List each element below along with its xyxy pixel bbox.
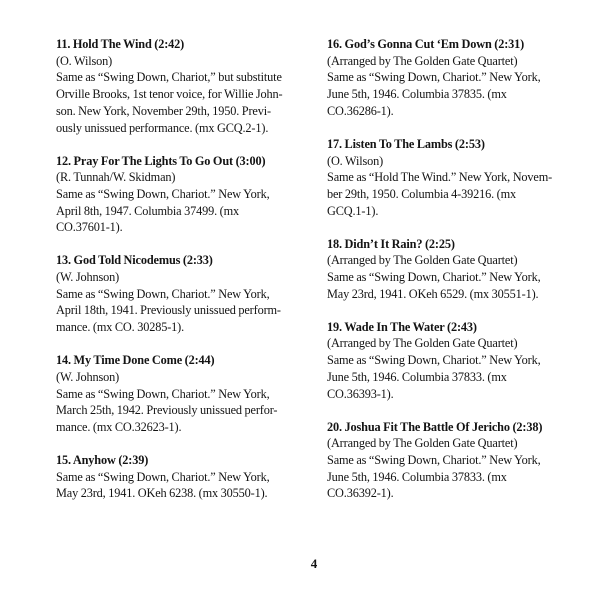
track-line: mance. (mx CO. 30285-1).: [56, 320, 185, 335]
track-line: (Arranged by The Golden Gate Quartet): [327, 53, 518, 68]
track-line: (O. Wilson): [327, 153, 384, 168]
track-line: Same as “Swing Down, Chariot.” New York,: [327, 270, 541, 285]
track-line: (Arranged by The Golden Gate Quartet): [327, 336, 518, 351]
track-line: June 5th, 1946. Columbia 37833. (mx: [327, 369, 507, 384]
track-line: June 5th, 1946. Columbia 37833. (mx: [327, 469, 507, 484]
track-line: mance. (mx CO.32623-1).: [56, 419, 182, 434]
track-line: (Arranged by The Golden Gate Quartet): [327, 253, 518, 268]
track-entry-11: [56, 36, 292, 136]
track-line: Same as “Swing Down, Chariot.” New York,: [327, 353, 541, 368]
track-line: May 23rd, 1941. OKeh 6238. (mx 30550-1).: [56, 486, 268, 501]
track-line: CO.36393-1).: [327, 386, 394, 401]
track-entry-13: [56, 252, 292, 336]
track-line: ber 29th, 1950. Columbia 4-39216. (mx: [327, 186, 516, 201]
track-title: 13. God Told Nicodemus (2:33): [56, 253, 213, 268]
track-entry-19: [327, 319, 559, 403]
track-line: (Arranged by The Golden Gate Quartet): [327, 436, 518, 451]
track-line: (R. Tunnah/W. Skidman): [56, 170, 176, 185]
track-title: 11. Hold The Wind (2:42): [56, 37, 185, 51]
track-title: 17. Listen To The Lambs (2:53): [327, 136, 485, 151]
track-line: ously unissued performance. (mx GCQ.2-1).: [56, 120, 269, 135]
track-line: Orville Brooks, 1st tenor voice, for Willie John-: [56, 87, 283, 102]
page-number: [0, 556, 600, 572]
track-line: Same as “Swing Down, Chariot.” New York,: [56, 286, 270, 301]
track-line: (O. Wilson): [56, 53, 113, 68]
track-line: son. New York, November 29th, 1950. Previ-: [56, 103, 271, 118]
track-title: 14. My Time Done Come (2:44): [56, 353, 215, 368]
track-entry-17: [327, 136, 559, 220]
track-line: CO.37601-1).: [56, 220, 123, 235]
track-title: 12. Pray For The Lights To Go Out (3:00): [56, 153, 266, 168]
track-line: Same as “Swing Down, Chariot.” New York,: [56, 469, 270, 484]
track-line: GCQ.1-1).: [327, 203, 379, 218]
track-line: CO.36286-1).: [327, 103, 394, 118]
left-column: [56, 36, 292, 502]
track-title: 20. Joshua Fit The Battle Of Jericho (2:38): [327, 419, 543, 434]
track-title: 19. Wade In The Water (2:43): [327, 319, 477, 334]
track-entry-14: [56, 352, 292, 436]
track-entry-18: [327, 236, 559, 303]
track-entry-12: [56, 153, 292, 237]
track-line: Same as “Swing Down, Chariot,” but substitute: [56, 70, 282, 85]
track-title: 18. Didn’t It Rain? (2:25): [327, 236, 455, 251]
track-line: April 18th, 1941. Previously unissued perform-: [56, 303, 281, 318]
track-title: 16. God’s Gonna Cut ‘Em Down (2:31): [327, 37, 525, 51]
track-line: Same as “Swing Down, Chariot.” New York,: [327, 452, 541, 467]
track-entry-15: [56, 452, 292, 502]
track-line: (W. Johnson): [56, 369, 120, 384]
track-line: March 25th, 1942. Previously unissued perfor-: [56, 403, 278, 418]
right-column: [327, 36, 559, 502]
track-line: CO.36392-1).: [327, 486, 394, 501]
track-entry-20: [327, 419, 559, 503]
track-line: Same as “Swing Down, Chariot.” New York,: [56, 386, 270, 401]
track-title: 15. Anyhow (2:39): [56, 452, 149, 467]
track-line: Same as “Swing Down, Chariot.” New York,: [327, 70, 541, 85]
track-line: May 23rd, 1941. OKeh 6529. (mx 30551-1).: [327, 286, 539, 301]
track-line: Same as “Hold The Wind.” New York, Novem-: [327, 170, 553, 185]
track-entry-16: [327, 36, 559, 120]
page-number-text: 4: [310, 556, 318, 571]
track-line: (W. Johnson): [56, 270, 120, 285]
track-line: April 8th, 1947. Columbia 37499. (mx: [56, 203, 240, 218]
track-line: June 5th, 1946. Columbia 37835. (mx: [327, 87, 507, 102]
track-line: Same as “Swing Down, Chariot.” New York,: [56, 186, 270, 201]
